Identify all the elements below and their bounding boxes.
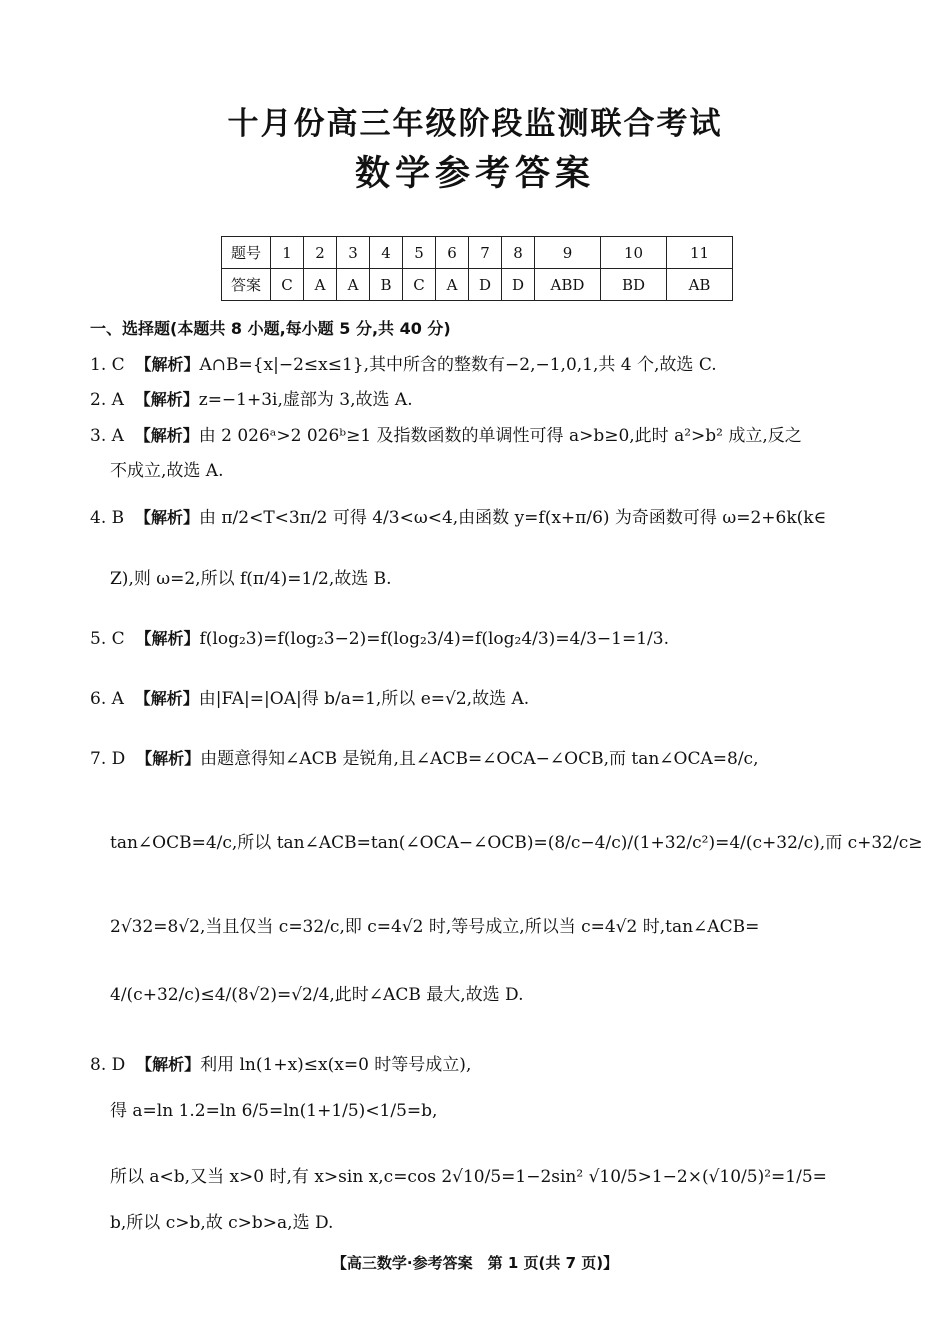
analysis-tag: 【解析】 <box>135 629 200 648</box>
table-cell-a10: BD <box>601 269 667 301</box>
table-cell-q3: 3 <box>337 237 370 269</box>
page-footer: 【高三数学·参考答案 第 1 页(共 7 页)】 <box>331 1254 619 1272</box>
question-3-continued: 不成立,故选 A. <box>110 461 224 481</box>
answer-table <box>221 236 733 301</box>
question-8-text: 利用 ln(1+x)≤x(x=0 时等号成立), <box>200 1055 472 1075</box>
question-8 <box>90 1052 870 1078</box>
table-cell-a5: C <box>403 269 436 301</box>
table-cell-q5: 5 <box>403 237 436 269</box>
question-3-text: 由 2 026ᵃ>2 026ᵇ≥1 及指数函数的单调性可得 a>b≥0,此时 a²>b² 成立,反之 <box>198 426 802 446</box>
table-cell-a8: D <box>502 269 535 301</box>
question-2-text: z=−1+3i,虚部为 3,故选 A. <box>198 390 413 410</box>
question-5-number: 5. C <box>90 629 125 649</box>
document-subtitle: 数学参考答案 <box>354 154 595 194</box>
table-header-answer: 答案 <box>222 269 271 301</box>
analysis-tag: 【解析】 <box>136 1055 201 1074</box>
answer-table-question-row <box>222 237 733 269</box>
question-2 <box>90 387 870 413</box>
question-6-text: 由|FA|=|OA|得 b/a=1,所以 e=√2,故选 A. <box>198 689 530 709</box>
question-7-continued-1: tan∠OCB=4/c,所以 tan∠ACB=tan(∠OCA−∠OCB)=(8/c−4/c)/(1+32/c²)=4/(c+32/c),而 c+32/c≥ <box>110 833 923 853</box>
question-4-number: 4. B <box>90 508 125 528</box>
table-cell-q6: 6 <box>436 237 469 269</box>
question-3-number: 3. A <box>90 426 124 446</box>
analysis-tag: 【解析】 <box>134 426 199 445</box>
question-7-continued-3: 4/(c+32/c)≤4/(8√2)=√2/4,此时∠ACB 最大,故选 D. <box>110 985 524 1005</box>
question-4-text: 由 π/2<T<3π/2 可得 4/3<ω<4,由函数 y=f(x+π/6) 为奇函数可得 ω=2+6k(k∈ <box>198 508 827 528</box>
question-5-text: f(log₂3)=f(log₂3−2)=f(log₂3/4)=f(log₂4/3)=4/3−1=1/3. <box>199 629 669 649</box>
table-cell-q9: 9 <box>535 237 601 269</box>
section-heading: 一、选择题(本题共 8 小题,每小题 5 分,共 40 分) <box>90 319 451 338</box>
question-4-continued: Z),则 ω=2,所以 f(π/4)=1/2,故选 B. <box>110 569 392 589</box>
analysis-tag: 【解析】 <box>134 508 199 527</box>
table-cell-q7: 7 <box>469 237 502 269</box>
question-3 <box>90 423 870 449</box>
table-cell-a6: A <box>436 269 469 301</box>
analysis-tag: 【解析】 <box>135 355 200 374</box>
question-1-text: A∩B={x|−2≤x≤1},其中所含的整数有−2,−1,0,1,共 4 个,故选 C. <box>199 355 717 375</box>
table-cell-a11: AB <box>667 269 733 301</box>
document-title: 十月份高三年级阶段监测联合考试 <box>227 106 723 142</box>
question-6-number: 6. A <box>90 689 124 709</box>
question-4 <box>90 505 870 531</box>
question-8-continued-3: b,所以 c>b,故 c>b>a,选 D. <box>110 1213 334 1233</box>
table-cell-a7: D <box>469 269 502 301</box>
table-cell-a1: C <box>271 269 304 301</box>
table-cell-q11: 11 <box>667 237 733 269</box>
question-8-number: 8. D <box>90 1055 126 1075</box>
table-cell-q2: 2 <box>304 237 337 269</box>
table-cell-a4: B <box>370 269 403 301</box>
table-cell-q4: 4 <box>370 237 403 269</box>
question-7-text: 由题意得知∠ACB 是锐角,且∠ACB=∠OCA−∠OCB,而 tan∠OCA=8/c, <box>200 749 759 769</box>
question-8-continued-2: 所以 a<b,又当 x>0 时,有 x>sin x,c=cos 2√10/5=1−2sin² √10/5>1−2×(√10/5)²=1/5= <box>110 1167 827 1187</box>
table-cell-a9: ABD <box>535 269 601 301</box>
question-8-continued-1: 得 a=ln 1.2=ln 6/5=ln(1+1/5)<1/5=b, <box>110 1101 438 1121</box>
analysis-tag: 【解析】 <box>134 689 199 708</box>
question-5 <box>90 626 870 652</box>
table-cell-q1: 1 <box>271 237 304 269</box>
question-1-number: 1. C <box>90 355 125 375</box>
answer-table-answer-row <box>222 269 733 301</box>
table-cell-a2: A <box>304 269 337 301</box>
analysis-tag: 【解析】 <box>136 749 201 768</box>
analysis-tag: 【解析】 <box>134 390 199 409</box>
question-7-number: 7. D <box>90 749 126 769</box>
question-7 <box>90 746 870 772</box>
question-2-number: 2. A <box>90 390 124 410</box>
table-cell-a3: A <box>337 269 370 301</box>
table-header-question: 题号 <box>222 237 271 269</box>
question-6 <box>90 686 870 712</box>
table-cell-q10: 10 <box>601 237 667 269</box>
table-cell-q8: 8 <box>502 237 535 269</box>
question-1 <box>90 352 870 378</box>
question-7-continued-2: 2√32=8√2,当且仅当 c=32/c,即 c=4√2 时,等号成立,所以当 c=4√2 时,tan∠ACB= <box>110 917 760 937</box>
